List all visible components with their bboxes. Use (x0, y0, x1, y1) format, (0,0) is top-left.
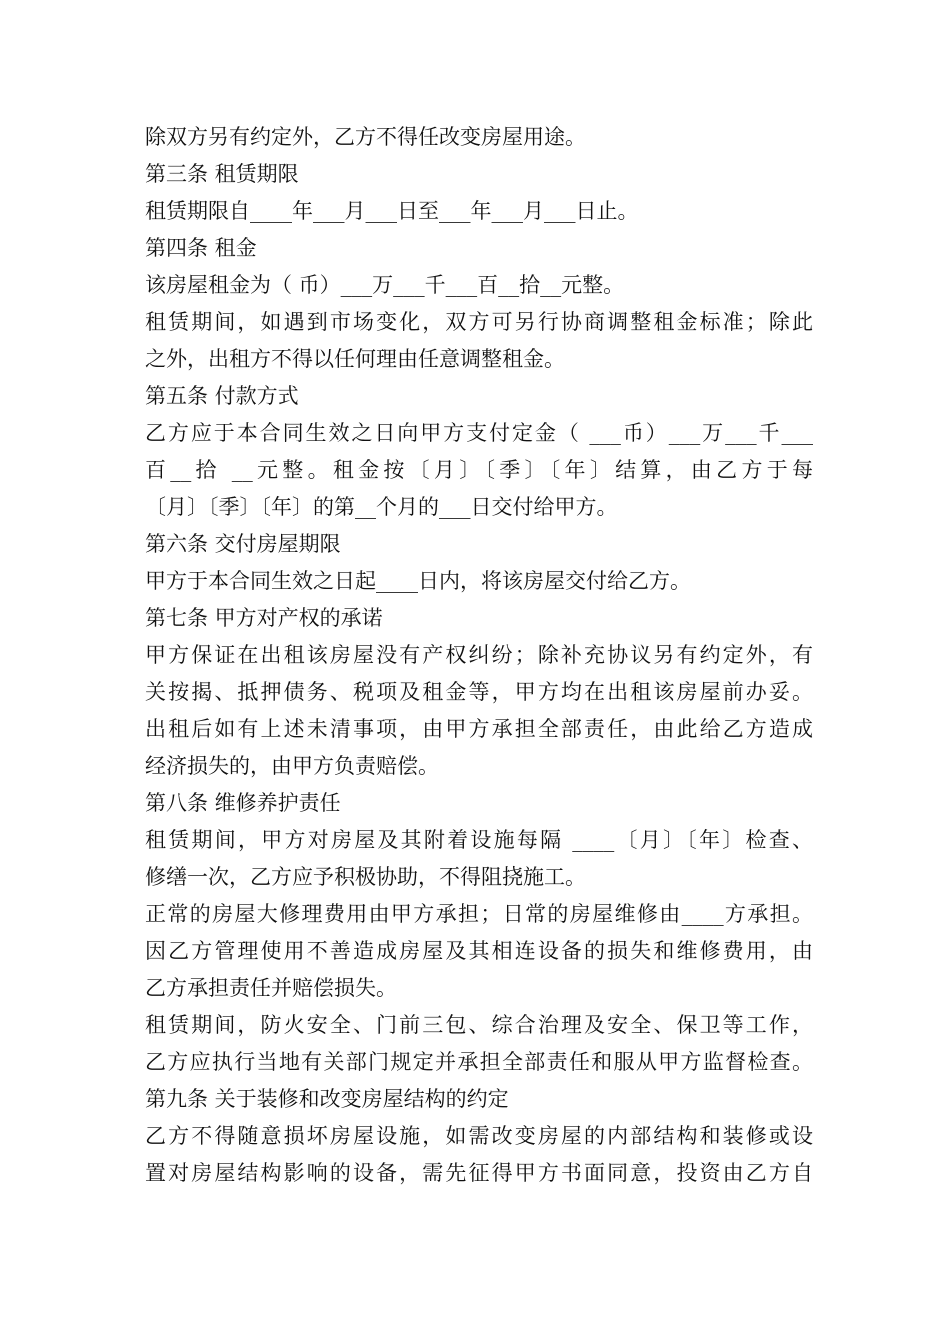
text-line: 修缮一次，乙方应予积极协助，不得阻挠施工。 (145, 865, 586, 889)
document-body (145, 119, 813, 1192)
section-heading: 第六条 交付房屋期限 (145, 532, 341, 556)
text-line: 租赁期间，如遇到市场变化，双方可另行协商调整租金标准；除此 (145, 310, 813, 334)
text-line: 除双方另有约定外，乙方不得任改变房屋用途。 (145, 125, 586, 149)
text-line: 因乙方管理使用不善造成房屋及其相连设备的损失和维修费用，由 (145, 939, 813, 963)
section-heading: 第九条 关于装修和改变房屋结构的约定 (145, 1087, 509, 1111)
text-line: 租赁期限自____年___月___日至___年___月___日止。 (145, 199, 639, 223)
text-line: 乙方应于本合同生效之日向甲方支付定金（ ___币）___万___千___ (145, 421, 813, 445)
section-heading: 第八条 维修养护责任 (145, 791, 341, 815)
text-line: 租赁期间，防火安全、门前三包、综合治理及安全、保卫等工作， (145, 1013, 813, 1037)
text-line: 之外，出租方不得以任何理由任意调整租金。 (145, 347, 565, 371)
section-heading: 第三条 租赁期限 (145, 162, 299, 186)
text-line: 〔月〕〔季〕〔年〕的第__个月的___日交付给甲方。 (145, 495, 618, 519)
text-line: 租赁期间，甲方对房屋及其附着设施每隔 ____〔月〕〔年〕检查、 (145, 828, 813, 852)
text-line: 甲方保证在出租该房屋没有产权纠纷；除补充协议另有约定外，有 (145, 643, 813, 667)
section-heading: 第四条 租金 (145, 236, 257, 260)
section-heading: 第七条 甲方对产权的承诺 (145, 606, 383, 630)
section-heading: 第五条 付款方式 (145, 384, 299, 408)
text-line: 乙方不得随意损坏房屋设施，如需改变房屋的内部结构和装修或设 (145, 1124, 813, 1148)
text-line: 乙方应执行当地有关部门规定并承担全部责任和服从甲方监督检查。 (145, 1050, 813, 1074)
text-line: 甲方于本合同生效之日起____日内，将该房屋交付给乙方。 (145, 569, 691, 593)
text-line: 出租后如有上述未清事项，由甲方承担全部责任，由此给乙方造成 (145, 717, 813, 741)
text-line: 经济损失的，由甲方负责赔偿。 (145, 754, 439, 778)
text-line: 百__拾 __元整。租金按〔月〕〔季〕〔年〕结算，由乙方于每 (145, 458, 813, 482)
text-line: 该房屋租金为（ 币）___万___千___百__拾__元整。 (145, 273, 625, 297)
text-line: 关按揭、抵押债务、税项及租金等，甲方均在出租该房屋前办妥。 (145, 680, 813, 704)
text-line: 乙方承担责任并赔偿损失。 (145, 976, 397, 1000)
text-line: 正常的房屋大修理费用由甲方承担；日常的房屋维修由____方承担。 (145, 902, 813, 926)
text-line: 置对房屋结构影响的设备，需先征得甲方书面同意，投资由乙方自 (145, 1161, 813, 1185)
